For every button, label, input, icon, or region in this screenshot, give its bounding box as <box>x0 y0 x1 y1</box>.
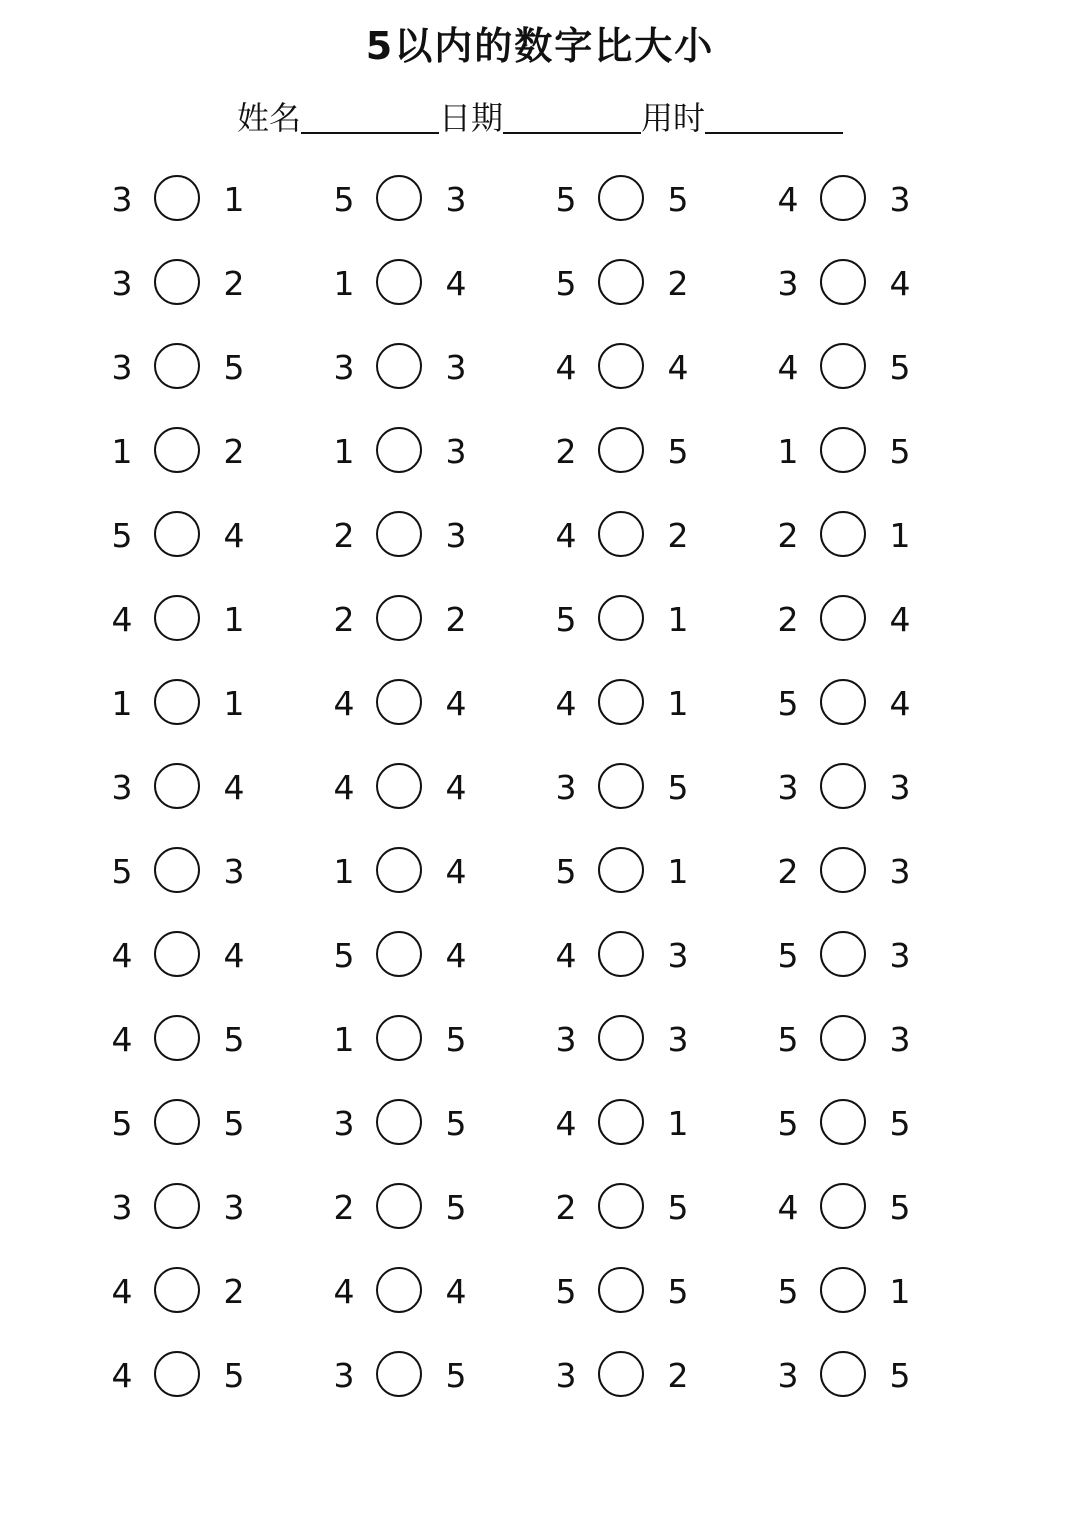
answer-circle[interactable] <box>376 259 422 305</box>
answer-circle[interactable] <box>598 259 644 305</box>
comparison-problem <box>778 256 978 312</box>
answer-circle[interactable] <box>154 511 200 557</box>
answer-circle[interactable] <box>598 1015 644 1061</box>
right-number: 5 <box>445 1104 467 1143</box>
name-field <box>237 96 439 140</box>
right-number: 5 <box>889 1356 911 1395</box>
answer-circle[interactable] <box>376 847 422 893</box>
comparison-problem <box>556 340 756 396</box>
comparison-problem <box>778 1348 978 1404</box>
right-number: 4 <box>445 264 467 303</box>
right-number: 4 <box>445 684 467 723</box>
answer-circle[interactable] <box>820 931 866 977</box>
answer-circle[interactable] <box>820 763 866 809</box>
left-number: 3 <box>555 1356 577 1395</box>
answer-circle[interactable] <box>598 679 644 725</box>
left-number: 4 <box>111 1272 133 1311</box>
comparison-problem <box>778 760 978 816</box>
right-number: 2 <box>223 1272 245 1311</box>
comparison-problem <box>556 1096 756 1152</box>
answer-circle[interactable] <box>820 1351 866 1397</box>
answer-circle[interactable] <box>376 595 422 641</box>
problem-row <box>0 340 1080 424</box>
right-number: 3 <box>445 432 467 471</box>
answer-circle[interactable] <box>154 175 200 221</box>
right-number: 4 <box>445 768 467 807</box>
left-number: 3 <box>111 768 133 807</box>
right-number: 1 <box>223 180 245 219</box>
right-number: 4 <box>223 516 245 555</box>
problem-row <box>0 1264 1080 1348</box>
comparison-problem <box>334 1180 534 1236</box>
left-number: 3 <box>777 264 799 303</box>
left-number: 1 <box>777 432 799 471</box>
answer-circle[interactable] <box>820 259 866 305</box>
answer-circle[interactable] <box>154 931 200 977</box>
info-line <box>0 96 1080 140</box>
comparison-problem <box>334 1012 534 1068</box>
answer-circle[interactable] <box>376 427 422 473</box>
left-number: 4 <box>111 1020 133 1059</box>
comparison-problem <box>556 760 756 816</box>
right-number: 3 <box>667 936 689 975</box>
comparison-problem <box>556 1012 756 1068</box>
right-number: 5 <box>223 348 245 387</box>
left-number: 2 <box>555 1188 577 1227</box>
answer-circle[interactable] <box>154 1351 200 1397</box>
comparison-problem <box>334 172 534 228</box>
answer-circle[interactable] <box>154 679 200 725</box>
comparison-problem <box>778 508 978 564</box>
right-number: 3 <box>445 348 467 387</box>
answer-circle[interactable] <box>598 763 644 809</box>
right-number: 2 <box>667 1356 689 1395</box>
comparison-problem <box>112 676 312 732</box>
left-number: 5 <box>555 180 577 219</box>
answer-circle[interactable] <box>820 1183 866 1229</box>
left-number: 1 <box>333 852 355 891</box>
comparison-problem <box>112 1096 312 1152</box>
comparison-problem <box>778 172 978 228</box>
left-number: 3 <box>333 348 355 387</box>
right-number: 1 <box>223 684 245 723</box>
comparison-problem <box>556 1180 756 1236</box>
right-number: 4 <box>445 852 467 891</box>
right-number: 5 <box>445 1188 467 1227</box>
left-number: 5 <box>777 936 799 975</box>
answer-circle[interactable] <box>376 1099 422 1145</box>
answer-circle[interactable] <box>376 679 422 725</box>
answer-circle[interactable] <box>598 931 644 977</box>
right-number: 3 <box>889 180 911 219</box>
left-number: 4 <box>777 1188 799 1227</box>
right-number: 2 <box>223 432 245 471</box>
worksheet-title: 5以内的数字比大小 <box>365 24 715 68</box>
comparison-problem <box>112 256 312 312</box>
problem-row <box>0 1348 1080 1432</box>
comparison-problem <box>112 1012 312 1068</box>
right-number: 4 <box>445 1272 467 1311</box>
left-number: 5 <box>777 684 799 723</box>
left-number: 4 <box>333 684 355 723</box>
right-number: 2 <box>223 264 245 303</box>
answer-circle[interactable] <box>154 427 200 473</box>
comparison-problem <box>778 1096 978 1152</box>
answer-circle[interactable] <box>376 511 422 557</box>
right-number: 5 <box>889 1104 911 1143</box>
problem-row <box>0 676 1080 760</box>
answer-circle[interactable] <box>820 343 866 389</box>
answer-circle[interactable] <box>820 679 866 725</box>
answer-circle[interactable] <box>820 595 866 641</box>
left-number: 4 <box>111 600 133 639</box>
left-number: 5 <box>555 264 577 303</box>
problem-row <box>0 1180 1080 1264</box>
left-number: 2 <box>333 516 355 555</box>
left-number: 5 <box>111 516 133 555</box>
comparison-problem <box>112 760 312 816</box>
comparison-problem <box>556 844 756 900</box>
left-number: 5 <box>333 180 355 219</box>
date-label: 日期 <box>438 99 503 137</box>
answer-circle[interactable] <box>154 1015 200 1061</box>
left-number: 1 <box>111 432 133 471</box>
right-number: 4 <box>223 936 245 975</box>
right-number: 3 <box>223 852 245 891</box>
right-number: 5 <box>667 432 689 471</box>
right-number: 3 <box>889 936 911 975</box>
comparison-problem <box>778 1012 978 1068</box>
problem-row <box>0 508 1080 592</box>
right-number: 5 <box>667 1188 689 1227</box>
right-number: 4 <box>667 348 689 387</box>
right-number: 3 <box>445 180 467 219</box>
comparison-problem <box>778 592 978 648</box>
comparison-problem <box>778 928 978 984</box>
problem-row <box>0 424 1080 508</box>
problem-row <box>0 1012 1080 1096</box>
left-number: 4 <box>111 936 133 975</box>
answer-circle[interactable] <box>154 847 200 893</box>
left-number: 1 <box>333 1020 355 1059</box>
date-field <box>439 96 641 140</box>
right-number: 5 <box>223 1104 245 1143</box>
left-number: 5 <box>555 1272 577 1311</box>
left-number: 3 <box>111 264 133 303</box>
right-number: 1 <box>889 1272 911 1311</box>
right-number: 5 <box>889 348 911 387</box>
comparison-problem <box>556 172 756 228</box>
answer-circle[interactable] <box>820 1099 866 1145</box>
problem-row <box>0 844 1080 928</box>
left-number: 4 <box>555 516 577 555</box>
left-number: 5 <box>777 1020 799 1059</box>
problem-row <box>0 172 1080 256</box>
answer-circle[interactable] <box>376 1267 422 1313</box>
comparison-problem <box>556 676 756 732</box>
left-number: 2 <box>777 852 799 891</box>
left-number: 5 <box>111 852 133 891</box>
comparison-problem <box>556 424 756 480</box>
left-number: 2 <box>555 432 577 471</box>
problem-row <box>0 256 1080 340</box>
left-number: 5 <box>777 1272 799 1311</box>
right-number: 2 <box>667 264 689 303</box>
left-number: 4 <box>333 1272 355 1311</box>
time-used-blank-line[interactable] <box>705 132 843 134</box>
answer-circle[interactable] <box>376 1015 422 1061</box>
left-number: 4 <box>555 348 577 387</box>
problem-row <box>0 1096 1080 1180</box>
left-number: 1 <box>333 432 355 471</box>
time-used-field <box>641 96 843 140</box>
right-number: 5 <box>667 768 689 807</box>
left-number: 4 <box>555 1104 577 1143</box>
right-number: 5 <box>889 432 911 471</box>
right-number: 3 <box>223 1188 245 1227</box>
right-number: 3 <box>667 1020 689 1059</box>
right-number: 3 <box>889 1020 911 1059</box>
comparison-problem <box>112 172 312 228</box>
left-number: 4 <box>777 348 799 387</box>
comparison-problem <box>334 508 534 564</box>
left-number: 3 <box>777 1356 799 1395</box>
comparison-problem <box>778 1180 978 1236</box>
right-number: 3 <box>445 516 467 555</box>
answer-circle[interactable] <box>154 343 200 389</box>
left-number: 5 <box>333 936 355 975</box>
answer-circle[interactable] <box>598 847 644 893</box>
answer-circle[interactable] <box>598 1183 644 1229</box>
comparison-problem <box>334 1096 534 1152</box>
right-number: 5 <box>445 1356 467 1395</box>
comparison-problem <box>334 340 534 396</box>
name-label: 姓名 <box>236 99 301 137</box>
right-number: 2 <box>667 516 689 555</box>
comparison-problem <box>334 1264 534 1320</box>
answer-circle[interactable] <box>598 427 644 473</box>
comparison-problem <box>556 1348 756 1404</box>
answer-circle[interactable] <box>820 847 866 893</box>
left-number: 4 <box>555 684 577 723</box>
answer-circle[interactable] <box>376 175 422 221</box>
answer-circle[interactable] <box>820 427 866 473</box>
left-number: 4 <box>333 768 355 807</box>
right-number: 5 <box>223 1020 245 1059</box>
comparison-problem <box>778 844 978 900</box>
left-number: 5 <box>555 852 577 891</box>
comparison-problem <box>112 928 312 984</box>
left-number: 5 <box>555 600 577 639</box>
comparison-problem <box>112 1180 312 1236</box>
comparison-problem <box>334 844 534 900</box>
left-number: 3 <box>777 768 799 807</box>
answer-circle[interactable] <box>598 1351 644 1397</box>
comparison-problem <box>334 928 534 984</box>
problem-row <box>0 592 1080 676</box>
right-number: 1 <box>889 516 911 555</box>
left-number: 3 <box>333 1104 355 1143</box>
left-number: 5 <box>111 1104 133 1143</box>
answer-circle[interactable] <box>154 763 200 809</box>
right-number: 5 <box>667 1272 689 1311</box>
comparison-problem <box>112 340 312 396</box>
comparison-problem <box>334 592 534 648</box>
answer-circle[interactable] <box>598 595 644 641</box>
comparison-problem <box>112 508 312 564</box>
right-number: 1 <box>667 852 689 891</box>
left-number: 1 <box>111 684 133 723</box>
left-number: 1 <box>333 264 355 303</box>
answer-circle[interactable] <box>820 175 866 221</box>
left-number: 3 <box>555 768 577 807</box>
comparison-problem <box>334 1348 534 1404</box>
right-number: 3 <box>889 768 911 807</box>
left-number: 3 <box>555 1020 577 1059</box>
comparison-problem <box>778 676 978 732</box>
answer-circle[interactable] <box>598 175 644 221</box>
right-number: 4 <box>889 684 911 723</box>
comparison-problem <box>334 760 534 816</box>
right-number: 5 <box>889 1188 911 1227</box>
left-number: 3 <box>111 1188 133 1227</box>
comparison-problem <box>556 592 756 648</box>
answer-circle[interactable] <box>820 511 866 557</box>
comparison-problem <box>556 928 756 984</box>
right-number: 5 <box>223 1356 245 1395</box>
answer-circle[interactable] <box>376 1183 422 1229</box>
left-number: 4 <box>111 1356 133 1395</box>
left-number: 2 <box>333 1188 355 1227</box>
problem-row <box>0 760 1080 844</box>
time-used-label: 用时 <box>641 99 706 137</box>
right-number: 4 <box>889 600 911 639</box>
comparison-problem <box>112 1348 312 1404</box>
comparison-problem <box>778 1264 978 1320</box>
right-number: 5 <box>667 180 689 219</box>
answer-circle[interactable] <box>820 1015 866 1061</box>
comparison-problem <box>556 256 756 312</box>
answer-circle[interactable] <box>598 511 644 557</box>
right-number: 3 <box>889 852 911 891</box>
answer-circle[interactable] <box>154 1099 200 1145</box>
left-number: 3 <box>333 1356 355 1395</box>
comparison-grid <box>0 172 1080 1432</box>
right-number: 1 <box>667 600 689 639</box>
comparison-problem <box>556 508 756 564</box>
left-number: 3 <box>111 348 133 387</box>
right-number: 1 <box>667 684 689 723</box>
right-number: 4 <box>223 768 245 807</box>
right-number: 2 <box>445 600 467 639</box>
comparison-problem <box>334 424 534 480</box>
answer-circle[interactable] <box>598 1267 644 1313</box>
comparison-problem <box>334 676 534 732</box>
answer-circle[interactable] <box>154 1267 200 1313</box>
right-number: 5 <box>445 1020 467 1059</box>
answer-circle[interactable] <box>154 1183 200 1229</box>
answer-circle[interactable] <box>376 931 422 977</box>
problem-row <box>0 928 1080 1012</box>
right-number: 1 <box>223 600 245 639</box>
left-number: 5 <box>777 1104 799 1143</box>
answer-circle[interactable] <box>820 1267 866 1313</box>
left-number: 2 <box>333 600 355 639</box>
answer-circle[interactable] <box>376 1351 422 1397</box>
answer-circle[interactable] <box>376 343 422 389</box>
comparison-problem <box>556 1264 756 1320</box>
name-blank-line[interactable] <box>301 132 439 134</box>
left-number: 2 <box>777 600 799 639</box>
comparison-problem <box>334 256 534 312</box>
answer-circle[interactable] <box>154 259 200 305</box>
right-number: 4 <box>445 936 467 975</box>
comparison-problem <box>112 1264 312 1320</box>
comparison-problem <box>778 340 978 396</box>
comparison-problem <box>112 424 312 480</box>
answer-circle[interactable] <box>376 763 422 809</box>
left-number: 4 <box>777 180 799 219</box>
left-number: 4 <box>555 936 577 975</box>
answer-circle[interactable] <box>598 343 644 389</box>
comparison-problem <box>112 844 312 900</box>
answer-circle[interactable] <box>154 595 200 641</box>
right-number: 1 <box>667 1104 689 1143</box>
left-number: 2 <box>777 516 799 555</box>
date-blank-line[interactable] <box>503 132 641 134</box>
comparison-problem <box>778 424 978 480</box>
comparison-problem <box>112 592 312 648</box>
answer-circle[interactable] <box>598 1099 644 1145</box>
right-number: 4 <box>889 264 911 303</box>
left-number: 3 <box>111 180 133 219</box>
